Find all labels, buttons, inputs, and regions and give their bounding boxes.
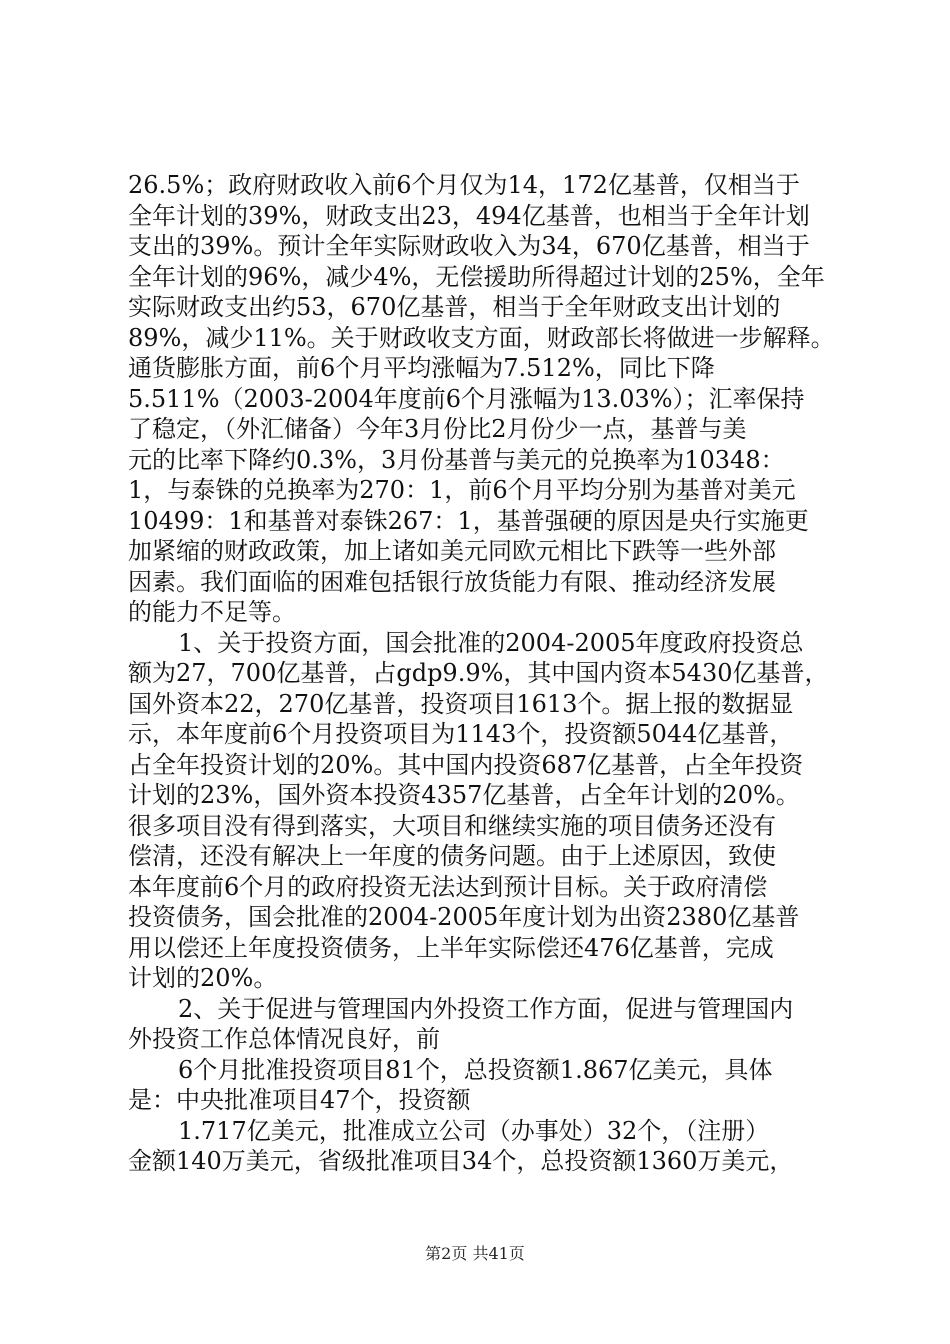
text-line: 占全年投资计划的20%。其中国内投资687亿基普，占全年投资 bbox=[128, 750, 804, 779]
text-line: 因素。我们面临的困难包括银行放货能力有限、推动经济发展 bbox=[128, 567, 776, 596]
text-line: 26.5%；政府财政收入前6个月仅为14，172亿基普，仅相当于 bbox=[128, 171, 800, 199]
text-line: 10499：1和基普对泰铢267：1，基普强硬的原因是央行实施更 bbox=[128, 506, 809, 535]
text-line: 5.511%（2003-2004年度前6个月涨幅为13.03%）；汇率保持 bbox=[128, 384, 805, 413]
text-line: 的能力不足等。 bbox=[128, 598, 296, 626]
text-line: 实际财政支出约53，670亿基普，相当于全年财政支出计划的 bbox=[128, 293, 781, 321]
text-line: 示，本年度前6个月投资项目为1143个，投资额5044亿基普， bbox=[128, 720, 794, 748]
text-line: 1，与泰铢的兑换率为270：1，前6个月平均分别为基普对美元 bbox=[128, 476, 796, 504]
text-line: 2、关于促进与管理国内外投资工作方面，促进与管理国内 bbox=[178, 994, 794, 1023]
text-line: 1、关于投资方面，国会批准的2004-2005年度政府投资总 bbox=[178, 628, 804, 657]
text-line: 计划的20%。 bbox=[128, 964, 278, 992]
text-line: 支出的39%。预计全年实际财政收入为34，670亿基普，相当于 bbox=[128, 232, 810, 260]
text-line: 了稳定，（外汇储备）今年3月份比2月份少一点，基普与美 bbox=[128, 415, 747, 443]
text-line: 计划的23%，国外资本投资4357亿基普，占全年计划的20%。 bbox=[128, 781, 800, 809]
text-line: 国外资本22，270亿基普，投资项目1613个。据上报的数据显 bbox=[128, 689, 794, 718]
page-footer: 第2页 共41页 bbox=[425, 1244, 525, 1263]
text-line: 投资债务，国会批准的2004-2005年度计划为出资2380亿基普 bbox=[128, 903, 800, 931]
text-line: 89%，减少11%。关于财政收支方面，财政部长将做进一步解释。 bbox=[128, 323, 835, 352]
text-line: 加紧缩的财政政策，加上诸如美元同欧元相比下跌等一些外部 bbox=[128, 537, 776, 565]
text-line: 金额140万美元，省级批准项目34个，总投资额1360万美元， bbox=[128, 1147, 794, 1175]
text-line: 6个月批准投资项目81个，总投资额1.867亿美元，具体 bbox=[178, 1055, 773, 1084]
text-line: 外投资工作总体情况良好，前 bbox=[128, 1025, 440, 1053]
text-line: 元的比率下降约0.3%，3月份基普与美元的兑换率为10348： bbox=[128, 445, 785, 474]
text-line: 额为27，700亿基普，占gdp9.9%，其中国内资本5430亿基普， bbox=[128, 659, 829, 687]
text-line: 是：中央批准项目47个，投资额 bbox=[128, 1086, 471, 1114]
body-text bbox=[128, 170, 840, 1177]
text-line: 全年计划的96%，减少4%，无偿援助所得超过计划的25%，全年 bbox=[128, 262, 825, 291]
text-line: 偿清，还没有解决上一年度的债务问题。由于上述原因，致使 bbox=[128, 842, 776, 870]
text-line: 通货膨胀方面，前6个月平均涨幅为7.512%，同比下降 bbox=[128, 354, 715, 382]
text-line: 用以偿还上年度投资债务，上半年实际偿还476亿基普，完成 bbox=[128, 933, 774, 962]
text-line: 本年度前6个月的政府投资无法达到预计目标。关于政府清偿 bbox=[128, 872, 768, 901]
text-line: 很多项目没有得到落实，大项目和继续实施的项目债务还没有 bbox=[128, 811, 776, 840]
text-line: 1.717亿美元，批准成立公司（办事处）32个，（注册） bbox=[178, 1116, 770, 1145]
text-line: 全年计划的39%，财政支出23，494亿基普，也相当于全年计划 bbox=[128, 201, 810, 230]
